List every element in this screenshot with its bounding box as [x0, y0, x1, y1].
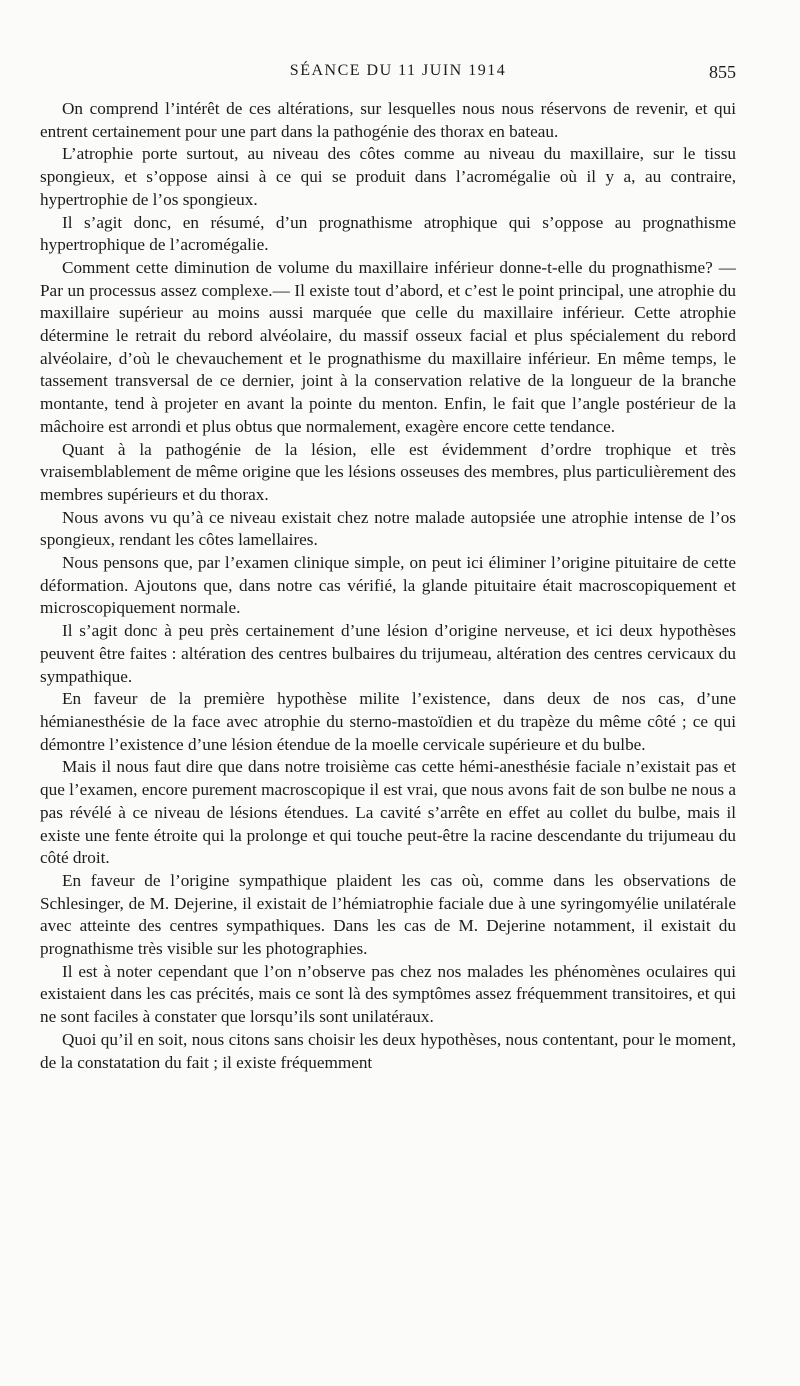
paragraph: En faveur de la première hypothèse milite l’existence, dans deux de nos cas, d’une hémianesthésie de la face avec atrophie du sterno-mastoïdien et du trapèze du même côté ; ce qui démontre l’existence d’une lésion étendue de la moelle cervicale supérieure et du bulbe.	[40, 689, 736, 754]
paragraph: L’atrophie porte surtout, au niveau des côtes comme au niveau du maxillaire, sur le tissu spongieux, et s’oppose ainsi à ce qui se produit dans l’acromégalie où il y a, au contraire, hypertrophie de l’os spongieux.	[40, 144, 736, 209]
paragraph: Nous avons vu qu’à ce niveau existait chez notre malade autopsiée une atrophie intense de l’os spongieux, rendant les côtes lamellaires.	[40, 507, 736, 550]
running-title: SÉANCE DU 11 JUIN 1914	[289, 62, 507, 79]
paragraph: Il s’agit donc, en résumé, d’un prognathisme atrophique qui s’oppose au prognathisme hypertrophique de l’acromégalie.	[40, 212, 736, 255]
page-number: 855	[709, 62, 736, 82]
paragraph: En faveur de l’origine sympathique plaident les cas où, comme dans les observations de Schlesinger, de M. Dejerine, il existait de l’hémiatrophie faciale due à une syringomyélie unilatérale avec atteinte des centres sympathiques. Dans les cas de M. Dejerine notamment, il existait du prognathisme très visible sur les photographies.	[40, 870, 736, 959]
paragraph: On comprend l’intérêt de ces altérations, sur lesquelles nous nous réservons de revenir, et qui entrent certainement pour une part dans la pathogénie des thorax en bateau.	[40, 99, 736, 141]
paragraph: Nous pensons que, par l’examen clinique simple, on peut ici éliminer l’origine pituitaire de cette déformation. Ajoutons que, dans notre cas vérifié, la glande pituitaire était macroscopiquement et microscopiquement normale.	[40, 553, 736, 618]
paragraph: Comment cette diminution de volume du maxillaire inférieur donne-t-elle du prognathisme? — Par un processus assez complexe.— Il existe tout d’abord, et c’est le point principal, une atrophie du maxillaire supérieur au moins aussi marquée que celle du maxillaire inférieur. Cette atrophie détermine le retrait du rebord alvéolaire, du massif osseux facial et plus spécialement du rebord alvéolaire, d’où le chevauchement et le prognathisme du maxillaire inférieur. En même temps, le tassement transversal de ce dernier, joint à la conservation relative de la longueur de la branche montante, tend à projeter en avant la pointe du menton. Enfin, le fait que l’angle postérieur de la mâchoire est arrondi et plus obtus que normalement, exagère encore cette tendance.	[40, 257, 736, 436]
page-header	[60, 62, 736, 88]
paragraph: Il est à noter cependant que l’on n’observe pas chez nos malades les phénomènes oculaires qui existaient dans les cas précités, mais ce sont là des symptômes assez fréquemment transitoires, et qui ne sont faciles à constater que lorsqu’ils sont unilatéraux.	[40, 961, 736, 1027]
paragraph: Quant à la pathogénie de la lésion, elle est évidemment d’ordre trophique et très vraisemblablement de même origine que les lésions osseuses des membres, plus particulièrement des membres supérieurs et du thorax.	[40, 439, 736, 504]
paragraph: Il s’agit donc à peu près certainement d’une lésion d’origine nerveuse, et ici deux hypothèses peuvent être faites : altération des centres bulbaires du trijumeau, altération des centres cervicaux du sympathique.	[40, 621, 736, 686]
paragraph: Mais il nous faut dire que dans notre troisième cas cette hémi-anesthésie faciale n’existait pas et que l’examen, encore purement macroscopique il est vrai, que nous avons fait de son bulbe ne nous a pas révélé à ce niveau de lésions étendues. La cavité s’arrête en effet au collet du bulbe, mais il existe une fente étroite qui la prolonge et qui touche peut-être la racine descendante du trijumeau du côté droit.	[40, 757, 736, 868]
paragraph: Quoi qu’il en soit, nous citons sans choisir les deux hypothèses, nous contentant, pour le moment, de la constatation du fait ; il existe fréquemment	[40, 1029, 736, 1072]
body-text	[40, 98, 736, 1074]
